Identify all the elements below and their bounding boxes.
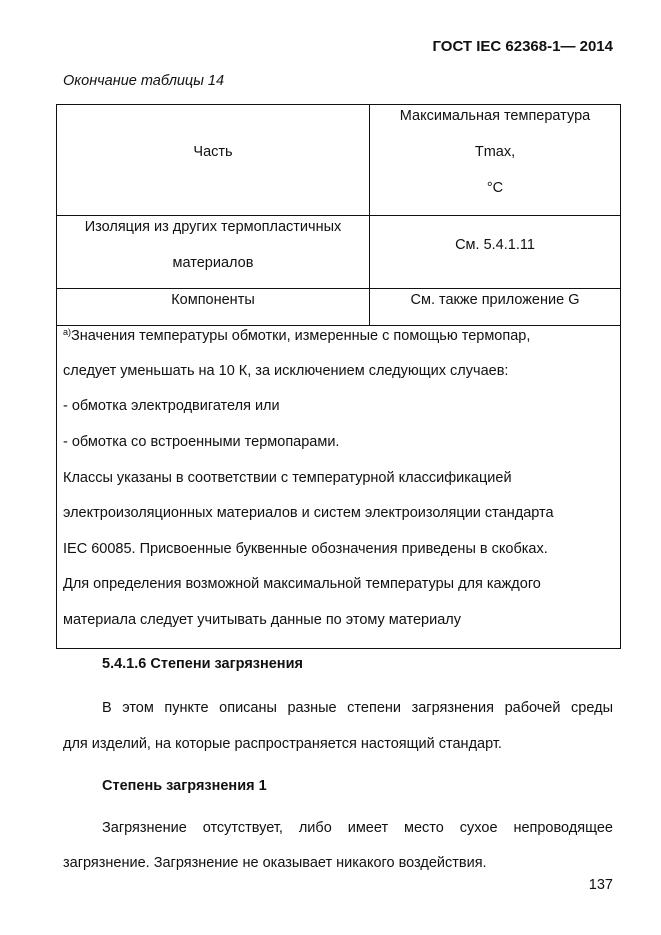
document-header: ГОСТ IEC 62368-1— 2014 (432, 38, 613, 55)
table-caption: Окончание таблицы 14 (63, 73, 225, 89)
table-note-row (57, 326, 621, 649)
note-line-8: Для определения возможной максимальной температуры для каждого (63, 576, 541, 592)
note-line-2: следует уменьшать на 10 К, за исключением следующих случаев: (63, 363, 509, 379)
row-part-line-1: Компоненты (171, 292, 255, 308)
paragraph-1-line-2: для изделий, на которые распространяется настоящий стандарт. (63, 736, 502, 752)
row-part-cell (57, 289, 370, 326)
subheading: Степень загрязнения 1 (102, 778, 267, 794)
table-14-end (56, 104, 621, 649)
note-line-6: электроизоляционных материалов и систем электроизоляции стандарта (63, 505, 554, 521)
paragraph-2-line-2: загрязнение. Загрязнение не оказывает никакого воздействия. (63, 855, 487, 871)
header-cell-part (57, 105, 370, 216)
note-line-1: $^{а)}$Значения температуры обмотки, измеренные с помощью термопар, (63, 327, 531, 344)
row-part-cell (57, 216, 370, 289)
table-row (57, 216, 621, 289)
section-heading: 5.4.1.6 Степени загрязнения (102, 656, 303, 672)
note-line-5: Классы указаны в соответствии с температурной классификацией (63, 470, 512, 486)
header-cell-tmax (370, 105, 621, 216)
table-row (57, 289, 621, 326)
paragraph-2-line-1: Загрязнение отсутствует, либо имеет место сухое непроводящее (102, 820, 613, 836)
note-line-9: материала следует учитывать данные по этому материалу (63, 612, 461, 628)
table-note-cell (57, 326, 621, 649)
note-line-7: IEC 60085. Присвоенные буквенные обозначения приведены в скобках. (63, 541, 548, 557)
header-part-label: Часть (193, 144, 233, 160)
paragraph-1-line-1: В этом пункте описаны разные степени загрязнения рабочей среды (102, 700, 613, 716)
table-header-row (57, 105, 621, 216)
footnote-marker: а) (63, 327, 72, 337)
note-line-3: - обмотка электродвигателя или (63, 398, 280, 414)
row-value-cell (370, 216, 621, 289)
row-value: См. 5.4.1.11 (455, 237, 535, 253)
header-tmax-line-1: Максимальная температура (399, 108, 591, 124)
note-line-4: - обмотка со встроенными термопарами. (63, 434, 340, 450)
row-part-line-2: материалов (172, 255, 254, 271)
row-value-cell (370, 289, 621, 326)
page-number: 137 (588, 877, 613, 893)
header-tmax-line-2: Tmax, (474, 144, 516, 160)
row-value: См. также приложение G (410, 292, 580, 308)
header-tmax-line-3: °C (486, 180, 504, 196)
row-part-line-1: Изоляция из других термопластичных (84, 219, 342, 235)
